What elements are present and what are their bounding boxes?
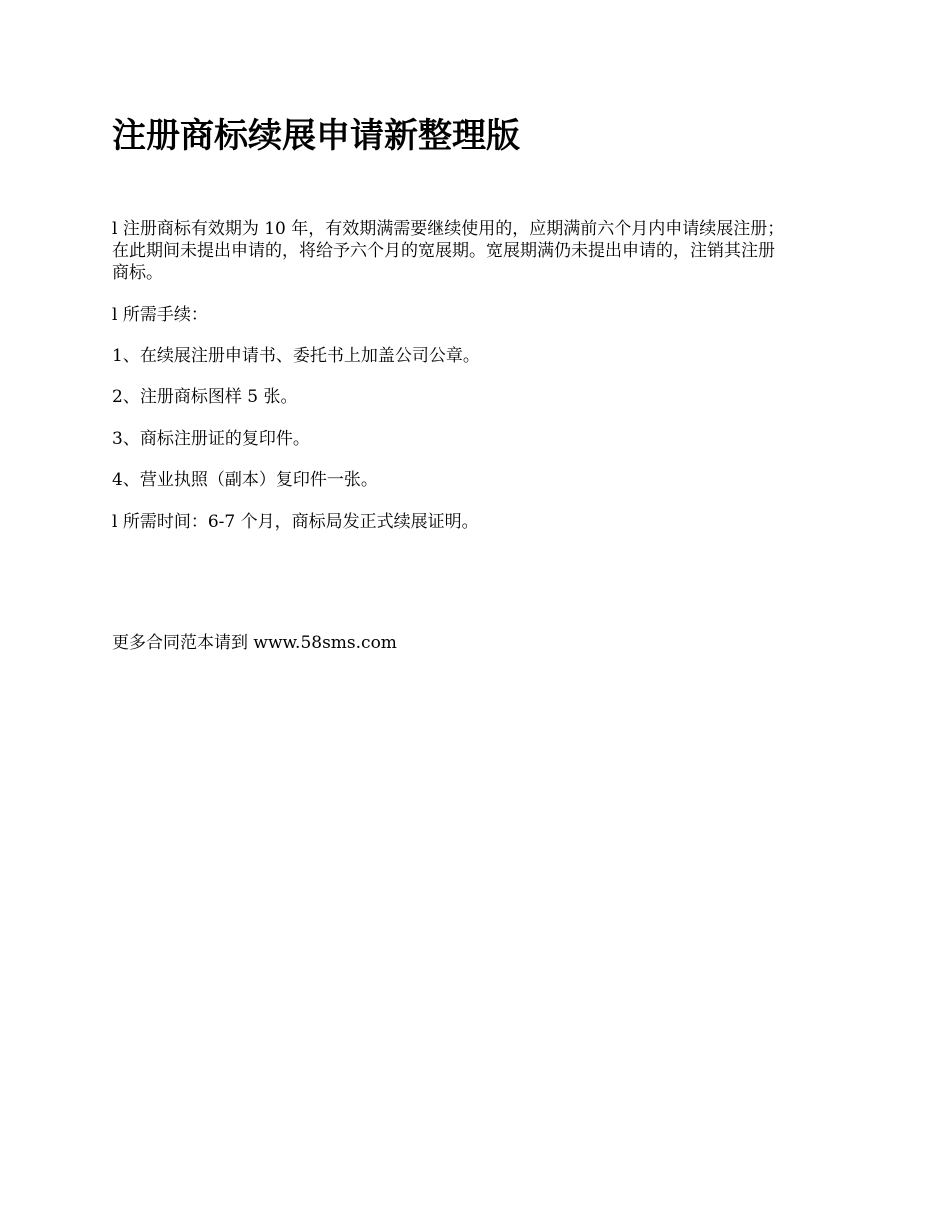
procedure-item: 4、营业执照（副本）复印件一张。 xyxy=(112,470,378,490)
procedure-item: 2、注册商标图样 5 张。 xyxy=(112,387,298,407)
time-note: l 所需时间：6-7 个月，商标局发正式续展证明。 xyxy=(112,512,479,532)
procedures-heading: l 所需手续： xyxy=(112,305,208,325)
intro-line: l 注册商标有效期为 10 年，有效期满需要继续使用的，应期满前六个月内申请续展注册； xyxy=(112,219,785,239)
footer-note: 更多合同范本请到 www.58sms.com xyxy=(112,633,397,653)
procedure-item: 3、商标注册证的复印件。 xyxy=(112,429,310,449)
intro-line: 在此期间未提出申请的，将给予六个月的宽展期。宽展期满仍未提出申请的，注销其注册 xyxy=(112,241,775,261)
document-title: 注册商标续展申请新整理版 xyxy=(112,116,520,156)
intro-paragraph xyxy=(112,218,840,284)
intro-line: 商标。 xyxy=(112,263,163,283)
procedure-item: 1、在续展注册申请书、委托书上加盖公司公章。 xyxy=(112,346,480,366)
